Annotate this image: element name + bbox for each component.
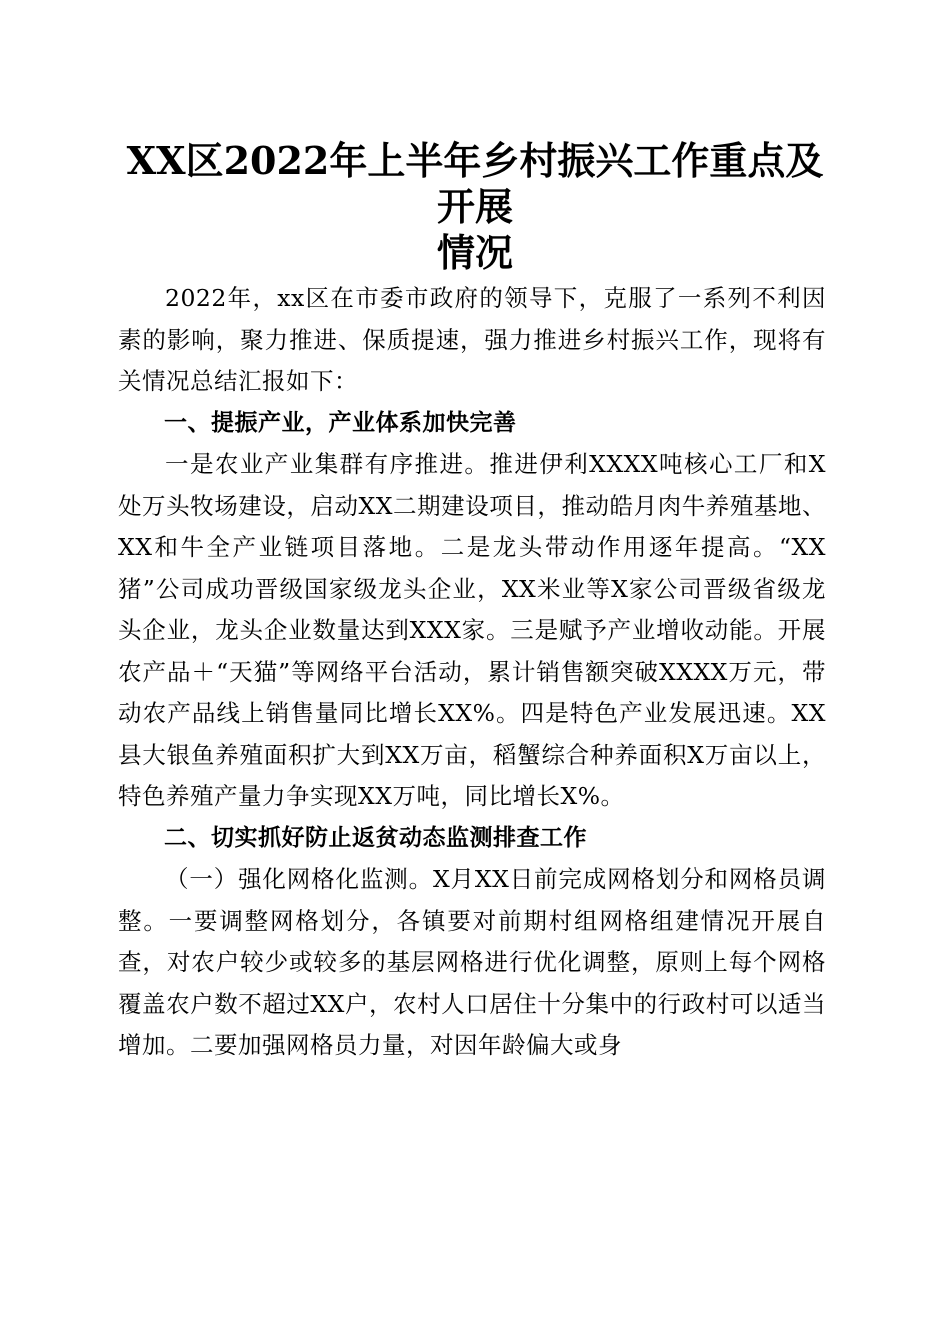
section-2-heading: 二、切实抓好防止返贫动态监测排查工作 — [164, 824, 587, 851]
section-2-lead: （一）强化网格化监测。 — [165, 865, 433, 893]
section-1-paragraph — [118, 444, 826, 818]
section-1-heading: 一、提振产业，产业体系加快完善 — [164, 409, 517, 436]
title-line-1: XX区2022年上半年乡村振兴工作重点及开展 — [126, 138, 824, 229]
section-1-text: 推进伊利XXXX吨核心工厂和X处万头牧场建设，启动XX二期建设项目，推动皓月肉牛养殖基地、XX和牛全产业链项目落地。二是龙头带动作用逐年提高。“XX猪”公司成功晋级国家级龙头企业，XX米业等X家公司晋级省级龙头企业，龙头企业数量达到XXX家。三是赋予产业增收动能。开展农产品＋“天猫”等网络平台活动，累计销售额突破XXXX万元，带动农产品线上销售量同比增长XX%。四是特色产业发展迅速。XX县大银鱼养殖面积扩大到XX万亩，稻蟹综合种养面积X万亩以上，特色养殖产量力争实现XX万吨，同比增长X%。 — [118, 450, 826, 810]
title-line-2: 情况 — [436, 230, 513, 275]
document-title — [110, 138, 840, 276]
section-1-lead: 一是农业产业集群有序推进。 — [165, 450, 490, 478]
document-body — [118, 278, 826, 1067]
section-2-text: X月XX日前完成网格划分和网格员调整。一要调整网格划分，各镇要对前期村组网格组建情况开展自查，对农户较少或较多的基层网格进行优化调整，原则上每个网格覆盖农户数不超过XX户，农村人口居住十分集中的行政村可以适当增加。二要加强网格员力量，对因年龄偏大或身 — [118, 865, 826, 1059]
intro-paragraph: 2022年，xx区在市委市政府的领导下，克服了一系列不利因素的影响，聚力推进、保质提速，强力推进乡村振兴工作，现将有关情况总结汇报如下： — [118, 284, 826, 395]
section-2-paragraph — [118, 859, 826, 1067]
